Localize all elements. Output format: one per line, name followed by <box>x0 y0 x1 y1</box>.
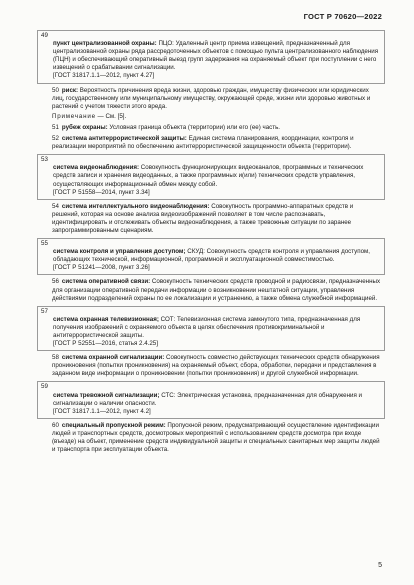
entry-term: специальный пропускной режим: <box>61 421 166 429</box>
entry-term: система оперативной связи: <box>61 278 151 286</box>
entry-term: система антитеррористической защиты: <box>61 135 187 143</box>
glossary-entry-57 <box>37 306 385 351</box>
entry-term: система интеллектуального видеонаблюдения: <box>61 202 210 210</box>
glossary-entry-55 <box>37 238 385 275</box>
glossary-entry-59 <box>37 381 385 418</box>
entry-definition: Пропускной режим, предусматривающий осуществление идентификации людей и транспортных средств, досмотровых мероприятий с использованием средств досмотра при входе (въезде) на объект, применение средств индивидуальной защиты и специальных санитарных мер защиты людей и транспорта при эксплуатации объекта. <box>52 421 380 454</box>
entry-note <box>40 113 382 121</box>
glossary-entry-53 <box>37 154 385 199</box>
entry-definition: СОТ: Телевизионная система замкнутого типа, предназначенная для получения изображений с охраняемого объекта в целях обеспечения противокриминальной и антитеррористической защиты. <box>53 315 361 339</box>
entry-term: рубеж охраны: <box>61 123 108 131</box>
entry-definition: ПЦО: Удаленный центр приема извещений, предназначенный для централизованной охраны ряда рассредоточенных объектов с помощью пульта централизованного наблюдения (ПЦН) и обеспечивающий оперативный выезд групп задержания на охраняемый объект при поступлении с него извещений о срабатывании сигнализации. <box>53 40 379 72</box>
entry-definition: СТС: Электрическая установка, предназначенная для обнаружения и сигнализации о наличии опасности. <box>53 391 362 407</box>
entry-term: система охранная телевизионная; <box>53 315 159 323</box>
glossary-content <box>40 30 382 457</box>
document-id: ГОСТ Р 70620—2022 <box>303 12 382 21</box>
entry-definition: СКУД: Совокупность средств контроля и управления доступом, обладающих технической, информационной, программной и эксплуатационной совместимостью. <box>53 248 371 264</box>
entry-definition: Совокупность технических средств проводной и радиосвязи, предназначенных для организации оперативной передачи информации о возникновении нештатной ситуации, управления действиями подразделений охраны по ее локализации и устранению, а также обмена служебной информацией. <box>52 278 381 302</box>
entry-number: 56 <box>52 278 59 286</box>
glossary-entry-50 <box>40 87 382 121</box>
entry-definition: Совокупность функционирующих видеоканалов, программных и технических средств записи и хранения видеоданных, а также программных и(или) технических средств управления, осуществляющих информационный обмен между собой. <box>53 164 364 188</box>
entry-number: 53 <box>41 156 48 164</box>
entry-reference: [ГОСТ Р 52551—2016, статья 2.4.25] <box>53 340 158 348</box>
entry-definition: Вероятность причинения вреда жизни, здоровью граждан, имуществу физических или юридических лиц, государственному или муниципальному имуществу, окружающей среде, жизни или здоровью животных и растений с учетом тяжести этого вреда. <box>52 86 371 110</box>
entry-number: 55 <box>41 240 48 248</box>
entry-definition: Условная граница объекта (территории) или его (ее) часть. <box>107 123 281 131</box>
entry-number: 57 <box>41 307 48 315</box>
entry-number: 49 <box>41 32 48 39</box>
entry-number: 51 <box>52 123 59 131</box>
entry-reference: [ГОСТ Р 51241—2008, пункт 3.26] <box>53 264 150 272</box>
entry-number: 59 <box>41 383 48 391</box>
entry-reference: [ГОСТ 31817.1.1—2012, пункт 4.27] <box>53 72 155 80</box>
entry-number: 60 <box>52 421 59 429</box>
glossary-entry-54 <box>40 203 382 235</box>
note-label: Примечание <box>52 112 96 120</box>
entry-definition: Единая система планирования, координации, контроля и реализации мероприятий по обеспечению антитеррористической защищенности объекта (территории). <box>52 135 354 151</box>
entry-term: система тревожной сигнализации; <box>53 391 160 399</box>
entry-term: система охранной сигнализации: <box>61 354 165 362</box>
glossary-entry-52 <box>40 135 382 151</box>
entry-number: 50 <box>52 86 59 94</box>
entry-reference: [ГОСТ Р 51558—2014, пункт 3.34] <box>53 188 150 196</box>
page-number: 5 <box>378 562 382 569</box>
entry-definition: Совокупность программно-аппаратных средств и решений, которая на основе анализа видеоизображений позволяет в том числе распознавать, идентифицировать и отслеживать объекты видеонаблюдения, а также тревожные ситуации по заранее запрограммированным сценариям. <box>52 202 354 234</box>
entry-term: риск: <box>61 86 79 94</box>
glossary-entry-51 <box>40 124 382 132</box>
entry-term: система видеонаблюдения: <box>53 164 140 172</box>
glossary-entry-49 <box>37 30 385 84</box>
entry-number: 52 <box>52 135 59 143</box>
glossary-entry-60 <box>40 422 382 454</box>
entry-reference: [ГОСТ 31817.1.1—2012, пункт 4.2] <box>53 407 151 415</box>
note-text: — См. [5]. <box>95 112 127 120</box>
entry-definition: Совокупность совместно действующих технических средств обнаружения проникновения (попытки проникновения) на охраняемый объект, сбора, обработки, передачи и представления в заданном виде информации о проникновении (попытки проникновения) и другой служебной информации. <box>52 354 380 378</box>
glossary-entry-58 <box>40 354 382 378</box>
entry-number: 54 <box>52 202 59 210</box>
glossary-entry-56 <box>40 278 382 302</box>
entry-term: пункт централизованной охраны: <box>53 40 157 48</box>
entry-number: 58 <box>52 354 59 362</box>
entry-term: система контроля и управления доступом; <box>53 248 186 256</box>
